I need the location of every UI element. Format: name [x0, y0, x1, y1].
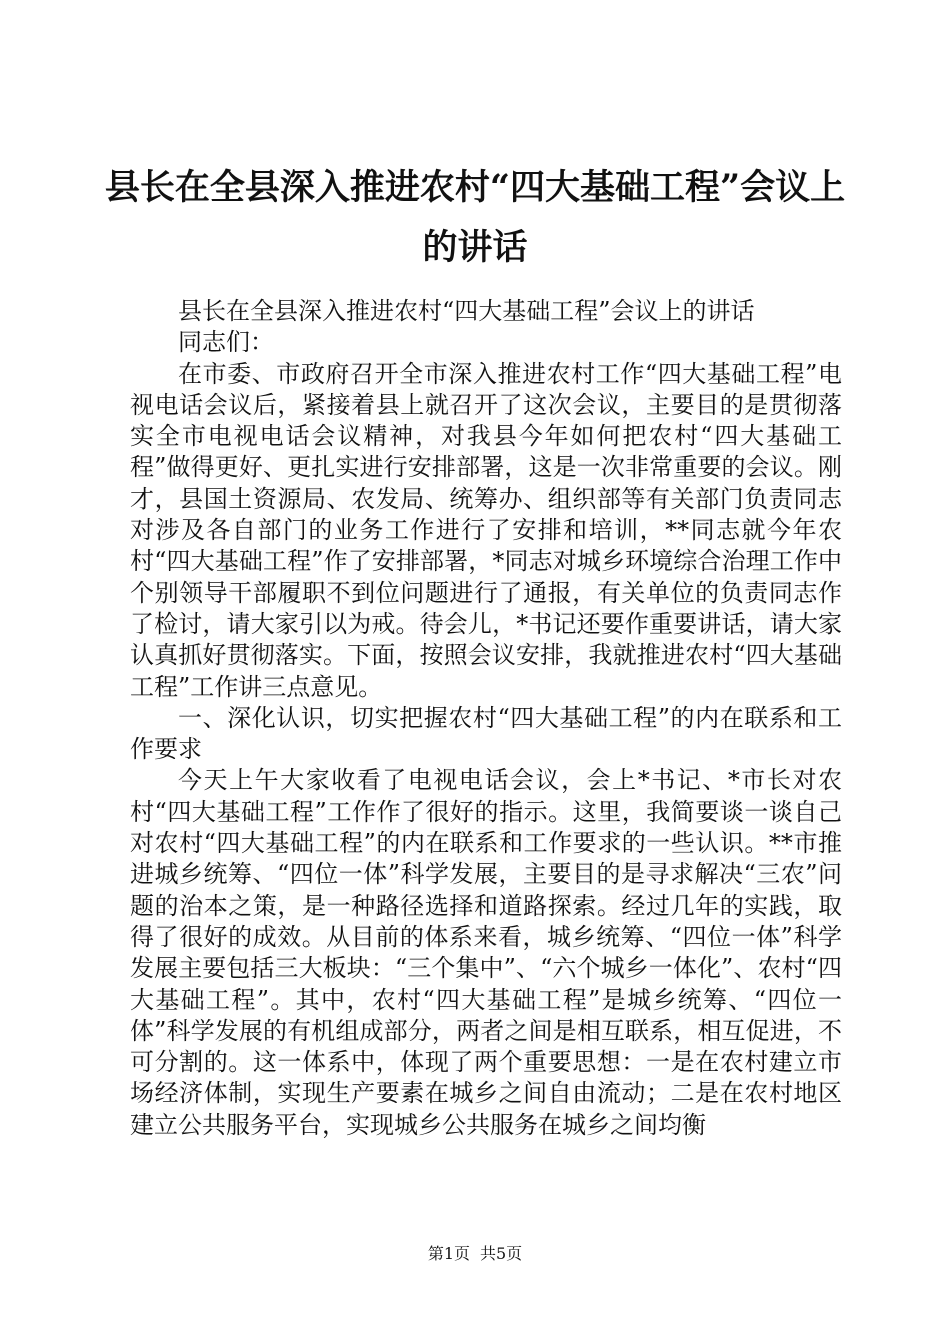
page-number: 第1页: [427, 1244, 470, 1263]
page-total: 共5页: [480, 1244, 523, 1263]
paragraph: 在市委、市政府召开全市深入推进农村工作“四大基础工程”电视电话会议后，紧接着县上就召开了这次会议，主要目的是贯彻落实全市电视电话会议精神，对我县今年如何把农村“四大基础工程”做得更好、更扎实进行安排部署，这是一次非常重要的会议。刚才，县国土资源局、农发局、统筹办、组织部等有关部门负责同志对涉及各自部门的业务工作进行了安排和培训，**同志就今年农村“四大基础工程”作了安排部署，*同志对城乡环境综合治理工作中个别领导干部履职不到位问题进行了通报，有关单位的负责同志作了检讨，请大家引以为戒。待会儿，*书记还要作重要讲话，请大家认真抓好贯彻落实。下面，按照会议安排，我就推进农村“四大基础工程”工作讲三点意见。: [130, 359, 842, 701]
document-body: [130, 296, 842, 1141]
document-title: 县长在全县深入推进农村“四大基础工程”会议上的讲话: [104, 167, 846, 268]
page-footer: [0, 1244, 950, 1264]
section-heading: 一、深化认识，切实把握农村“四大基础工程”的内在联系和工作要求: [130, 703, 842, 764]
paragraph: 县长在全县深入推进农村“四大基础工程”会议上的讲话: [178, 297, 755, 325]
paragraph-greeting: 同志们：: [178, 328, 274, 357]
paragraph: 今天上午大家收看了电视电话会议，会上*书记、*市长对农村“四大基础工程”工作作了很好的指示。这里，我简要谈一谈自己对农村“四大基础工程”的内在联系和工作要求的一些认识。**市推进城乡统筹、“四位一体”科学发展，主要目的是寻求解决“三农”问题的治本之策，是一种路径选择和道路探索。经过几年的实践，取得了很好的成效。从目前的体系来看，城乡统筹、“四位一体”科学发展主要包括三大板块：“三个集中”、“六个城乡一体化”、农村“四大基础工程”。其中，农村“四大基础工程”是城乡统筹、“四位一体”科学发展的有机组成部分，两者之间是相互联系，相互促进，不可分割的。这一体系中，体现了两个重要思想：一是在农村建立市场经济体制，实现生产要素在城乡之间自由流动；二是在农村地区建立公共服务平台，实现城乡公共服务在城乡之间均衡: [130, 766, 842, 1139]
